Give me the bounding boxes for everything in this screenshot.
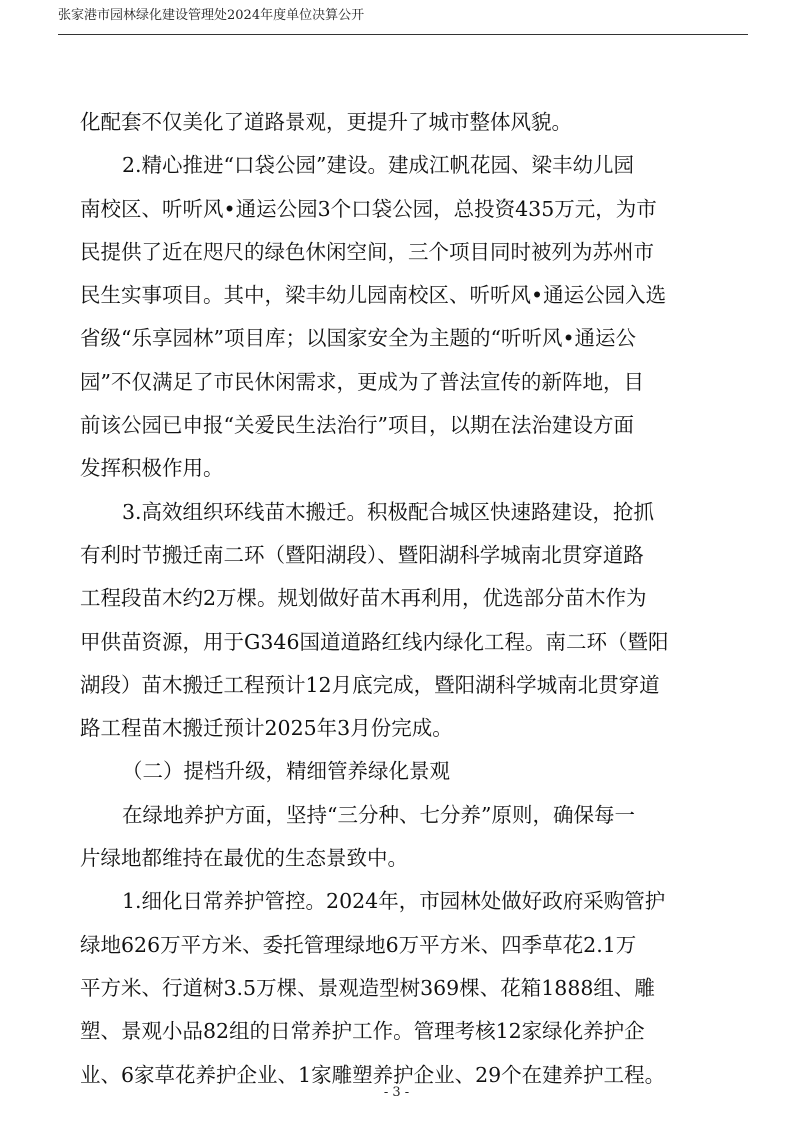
paragraph-line: 路工程苗木搬迁预计2025年3月份完成。 [80, 716, 453, 741]
paragraph-line: 湖段）苗木搬迁工程预计12月底完成，暨阳湖科学城南北贯穿道 [80, 672, 660, 697]
paragraph-line: 民生实事项目。其中，梁丰幼儿园南校区、听听风•通运公园入选 [80, 283, 667, 308]
document-header: 张家港市园林绿化建设管理处2024年度单位决算公开 [58, 8, 365, 23]
paragraph-line: 3.高效组织环线苗木搬迁。积极配合城区快速路建设，抢抓 [122, 499, 655, 524]
document-body [80, 101, 730, 1097]
paragraph-line: 1.细化日常养护管控。2024年，市园林处做好政府采购管护 [122, 889, 666, 914]
paragraph-line: 平方米、行道树3.5万棵、景观造型树369棵、花箱1888组、雕 [80, 975, 655, 1000]
paragraph-line: 前该公园已申报“关爱民生法治行”项目，以期在法治建设方面 [80, 413, 634, 438]
paragraph-line: 发挥积极作用。 [80, 456, 224, 481]
page-number: - 3 - [383, 1085, 410, 1100]
paragraph-line: 绿地626万平方米、委托管理绿地6万平方米、四季草花2.1万 [80, 932, 637, 957]
paragraph-line: 2.精心推进“口袋公园”建设。建成江帆花园、梁丰幼儿园 [122, 153, 635, 178]
paragraph-line: 甲供苗资源，用于G346国道道路红线内绿化工程。南二环（暨阳 [80, 629, 669, 654]
paragraph-line: 省级“乐享园林”项目库；以国家安全为主题的“听听风•通运公 [80, 326, 637, 351]
header-divider [58, 34, 748, 35]
section-heading: （二）提档升级，精细管养绿化景观 [122, 759, 450, 784]
paragraph-line: 有利时节搬迁南二环（暨阳湖段）、暨阳湖科学城南北贯穿道路 [80, 542, 644, 567]
paragraph-line: 园”不仅满足了市民休闲需求，更成为了普法宣传的新阵地，目 [80, 369, 644, 394]
paragraph-line: 在绿地养护方面，坚持“三分种、七分养”原则，确保每一 [122, 802, 635, 827]
paragraph-line: 塑、景观小品82组的日常养护工作。管理考核12家绿化养护企 [80, 1019, 645, 1044]
paragraph-line: 业、6家草花养护企业、1家雕塑养护企业、29个在建养护工程。 [80, 1062, 666, 1087]
paragraph-line: 片绿地都维持在最优的生态景致中。 [80, 846, 408, 871]
paragraph-line: 工程段苗木约2万棵。规划做好苗木再利用，优选部分苗木作为 [80, 586, 647, 611]
paragraph-line: 民提供了近在咫尺的绿色休闲空间，三个项目同时被列为苏州市 [80, 239, 654, 264]
paragraph-line: 南校区、听听风•通运公园3个口袋公园，总投资435万元，为市 [80, 196, 657, 221]
paragraph-line: 化配套不仅美化了道路景观，更提升了城市整体风貌。 [80, 110, 572, 134]
